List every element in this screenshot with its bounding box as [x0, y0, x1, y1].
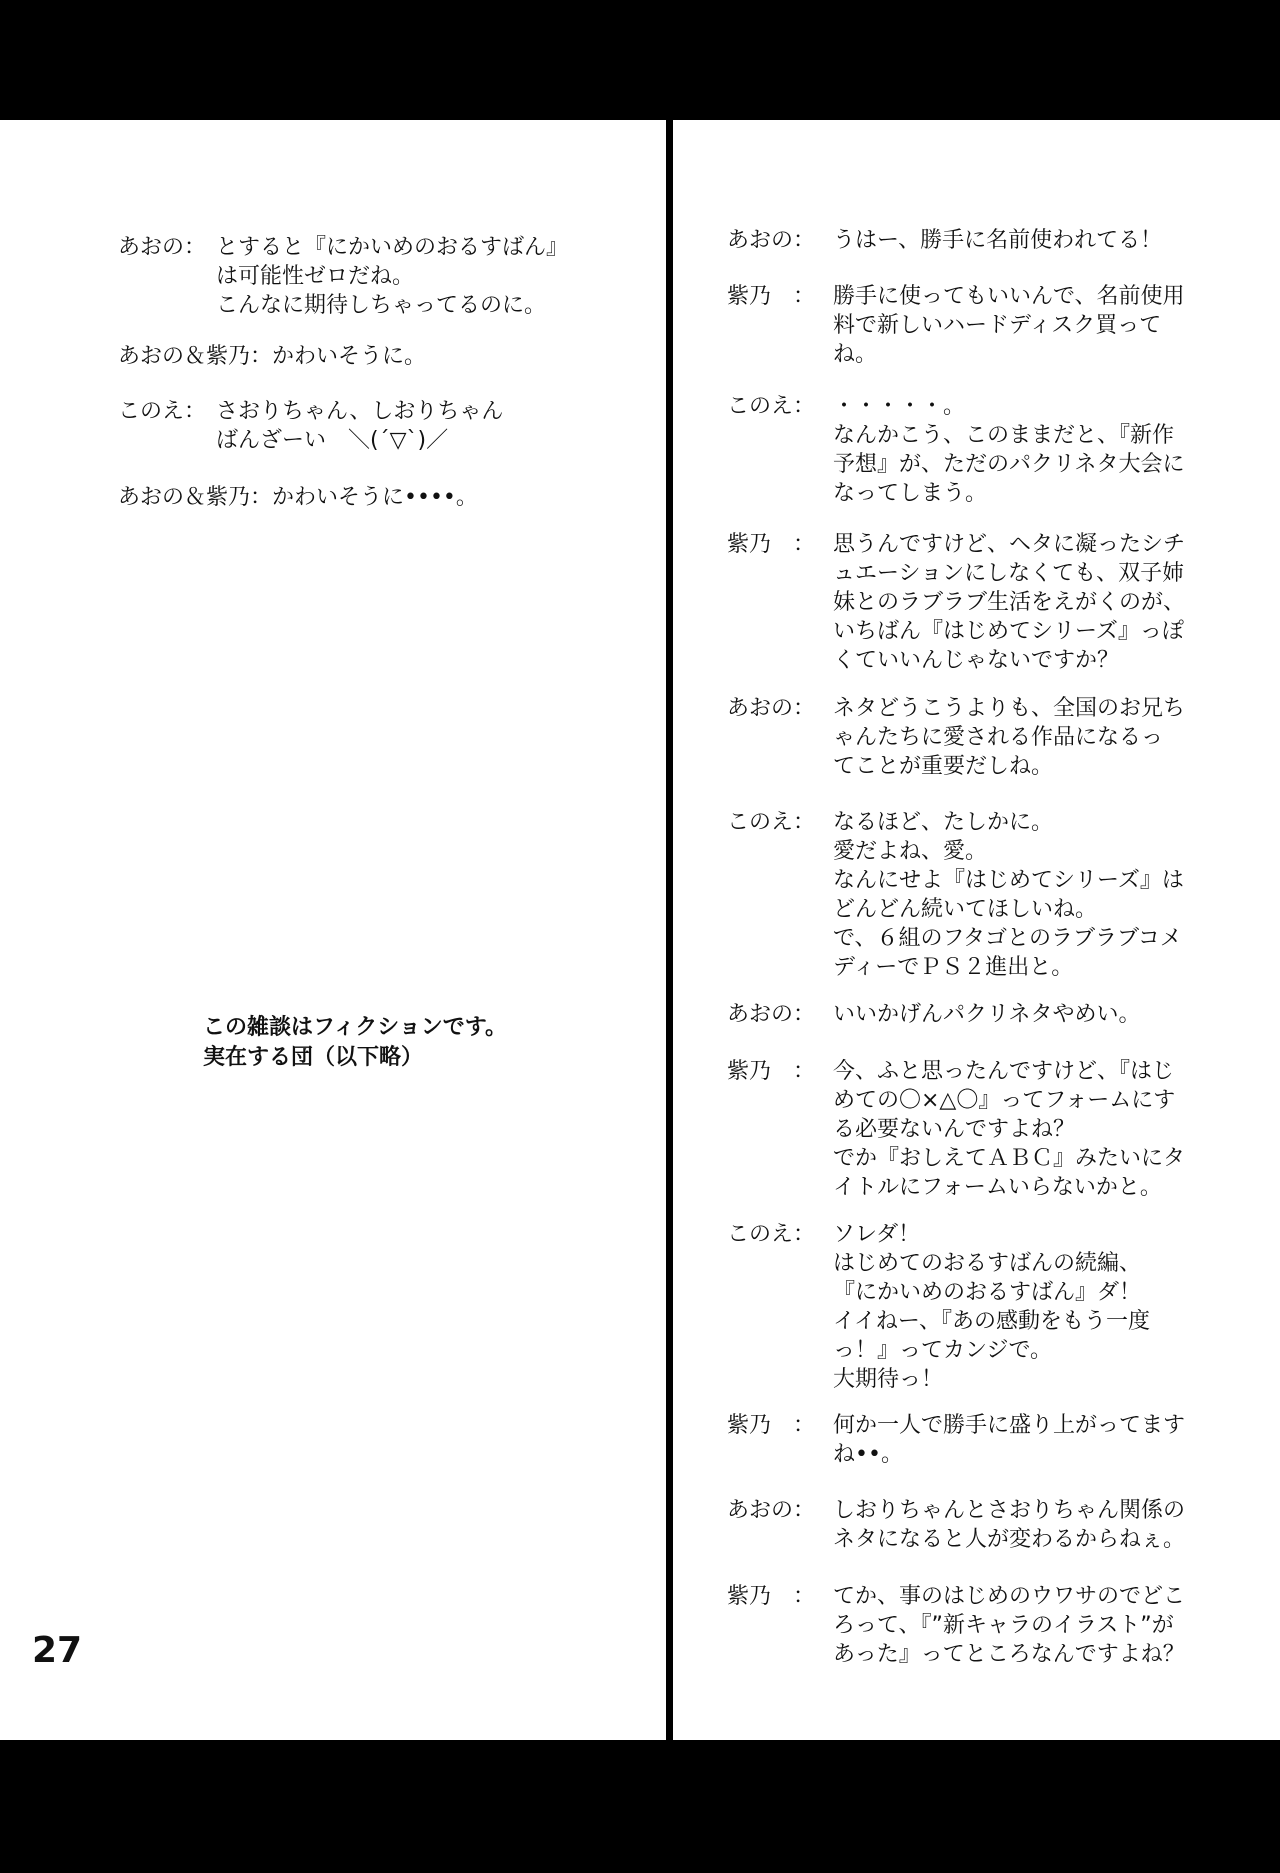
dialogue-lines — [833, 1496, 1185, 1554]
page-number: 27 — [32, 1630, 83, 1671]
dialogue-line: どんどん続いてほしいね。 — [833, 897, 1098, 922]
dialogue-line: 大期待っ！ — [833, 1367, 944, 1392]
dialogue-line: さおりちゃん、しおりちゃん — [216, 399, 504, 424]
disclaimer — [203, 1013, 507, 1073]
dialogue-line: っ！』ってカンジで。 — [833, 1338, 1053, 1363]
speaker-label: あおの： — [727, 228, 816, 253]
dialogue-line: なんかこう、このままだと、『新作 — [833, 423, 1175, 448]
right-page — [673, 120, 1280, 1740]
dialogue-line: めての〇×△〇』ってフォームにす — [833, 1088, 1176, 1113]
dialogue-line: 今、ふと思ったんですけど、『はじ — [833, 1059, 1175, 1084]
dialogue-lines — [118, 342, 426, 371]
dialogue-line: る必要ないんですよね？ — [833, 1117, 1076, 1142]
dialogue-line: くていいんじゃないですか？ — [833, 648, 1120, 673]
dialogue-line: 妹とのラブラブ生活をえがくのが、 — [833, 590, 1186, 615]
dialogue-line: ゃんたちに愛される作品になるっ — [833, 725, 1164, 750]
dialogue-line: 何か一人で勝手に盛り上がってます — [833, 1413, 1186, 1438]
dialogue-line: うはー、勝手に名前使われてる！ — [833, 228, 1163, 253]
dialogue-line: ネタどうこうよりも、全国のお兄ち — [833, 696, 1186, 721]
dialogue-lines — [118, 483, 478, 512]
dialogue-line: とすると『にかいめのおるすばん』 — [216, 235, 569, 260]
dialogue-line: ろって、『”新キャラのイラスト”が — [833, 1613, 1174, 1638]
dialogue-line: 思うんですけど、ヘタに凝ったシチ — [833, 532, 1186, 557]
dialogue-lines — [833, 530, 1185, 675]
dialogue-line: てことが重要だしね。 — [833, 754, 1054, 779]
dialogue-line: 愛だよね、愛。 — [833, 839, 988, 864]
dialogue-lines — [833, 808, 1184, 982]
disclaimer-line: この雑談はフィクションです。 — [203, 1015, 508, 1040]
dialogue-lines — [833, 282, 1185, 369]
dialogue-line: しおりちゃんとさおりちゃん関係の — [833, 1498, 1186, 1523]
speaker-label: 紫乃 ： — [727, 284, 816, 309]
dialogue-line: イトルにフォームいらないかと。 — [833, 1175, 1162, 1200]
dialogue-lines — [833, 1000, 1141, 1029]
speaker-label: このえ： — [727, 810, 816, 835]
dialogue-line: ね。 — [833, 342, 878, 367]
speaker-label: 紫乃 ： — [727, 1413, 816, 1438]
speaker-label: このえ： — [727, 1222, 816, 1247]
dialogue-lines — [833, 1582, 1185, 1669]
speaker-label: このえ： — [727, 394, 816, 419]
dialogue-line: いいかげんパクリネタやめい。 — [833, 1002, 1141, 1027]
dialogue-line: いちばん『はじめてシリーズ』っぽ — [833, 619, 1184, 644]
dialogue-lines — [833, 392, 1185, 508]
dialogue-line: あおの＆紫乃：かわいそうに••••。 — [118, 485, 478, 510]
dialogue-line: 勝手に使ってもいいんで、名前使用 — [833, 284, 1185, 309]
dialogue-line: はじめてのおるすばんの続編、 — [833, 1251, 1142, 1276]
speaker-label: あおの： — [118, 235, 207, 260]
dialogue-line: なってしまう。 — [833, 481, 988, 506]
dialogue-lines — [833, 1220, 1150, 1394]
speaker-label: 紫乃 ： — [727, 1584, 816, 1609]
dialogue-line: ソレダ！ — [833, 1222, 921, 1247]
dialogue-line: あおの＆紫乃：かわいそうに。 — [118, 344, 427, 369]
dialogue-lines — [833, 1411, 1185, 1469]
dialogue-lines — [216, 397, 503, 455]
dialogue-line: なるほど、たしかに。 — [833, 810, 1054, 835]
left-page — [0, 120, 666, 1740]
dialogue-lines — [833, 694, 1185, 781]
dialogue-line: 予想』が、ただのパクリネタ大会に — [833, 452, 1185, 477]
dialogue-line: ュエーションにしなくても、双子姉 — [833, 561, 1185, 586]
dialogue-line: は可能性ゼロだね。 — [216, 264, 415, 289]
dialogue-line: こんなに期待しちゃってるのに。 — [216, 293, 547, 318]
speaker-label: あおの： — [727, 1002, 816, 1027]
dialogue-line: 『にかいめのおるすばん』ダ！ — [833, 1280, 1142, 1305]
dialogue-line: ばんざーい ＼(´▽`)／ — [216, 428, 449, 453]
dialogue-lines — [833, 226, 1162, 255]
speaker-label: 紫乃 ： — [727, 532, 816, 557]
dialogue-line: なんにせよ『はじめてシリーズ』は — [833, 868, 1184, 893]
speaker-label: このえ： — [118, 399, 207, 424]
dialogue-line: でか『おしえてＡＢＣ』みたいにタ — [833, 1146, 1186, 1171]
disclaimer-line: 実在する団（以下略） — [203, 1045, 424, 1070]
dialogue-line: で、６組のフタゴとのラブラブコメ — [833, 926, 1182, 951]
dialogue-line: あった』ってところなんですよね？ — [833, 1642, 1185, 1667]
dialogue-line: ・・・・・。 — [833, 394, 966, 419]
speaker-label: あおの： — [727, 1498, 816, 1523]
dialogue-lines — [216, 233, 568, 320]
dialogue-line: ディーでＰＳ２進出と。 — [833, 955, 1074, 980]
dialogue-line: イイねー、『あの感動をもう一度 — [833, 1309, 1151, 1334]
dialogue-line: ネタになると人が変わるからねぇ。 — [833, 1527, 1186, 1552]
speaker-label: 紫乃 ： — [727, 1059, 816, 1084]
dialogue-line: 料で新しいハードディスク買って — [833, 313, 1162, 338]
dialogue-line: ね••。 — [833, 1442, 903, 1467]
dialogue-line: てか、事のはじめのウワサのでどこ — [833, 1584, 1186, 1609]
dialogue-lines — [833, 1057, 1185, 1202]
speaker-label: あおの： — [727, 696, 816, 721]
